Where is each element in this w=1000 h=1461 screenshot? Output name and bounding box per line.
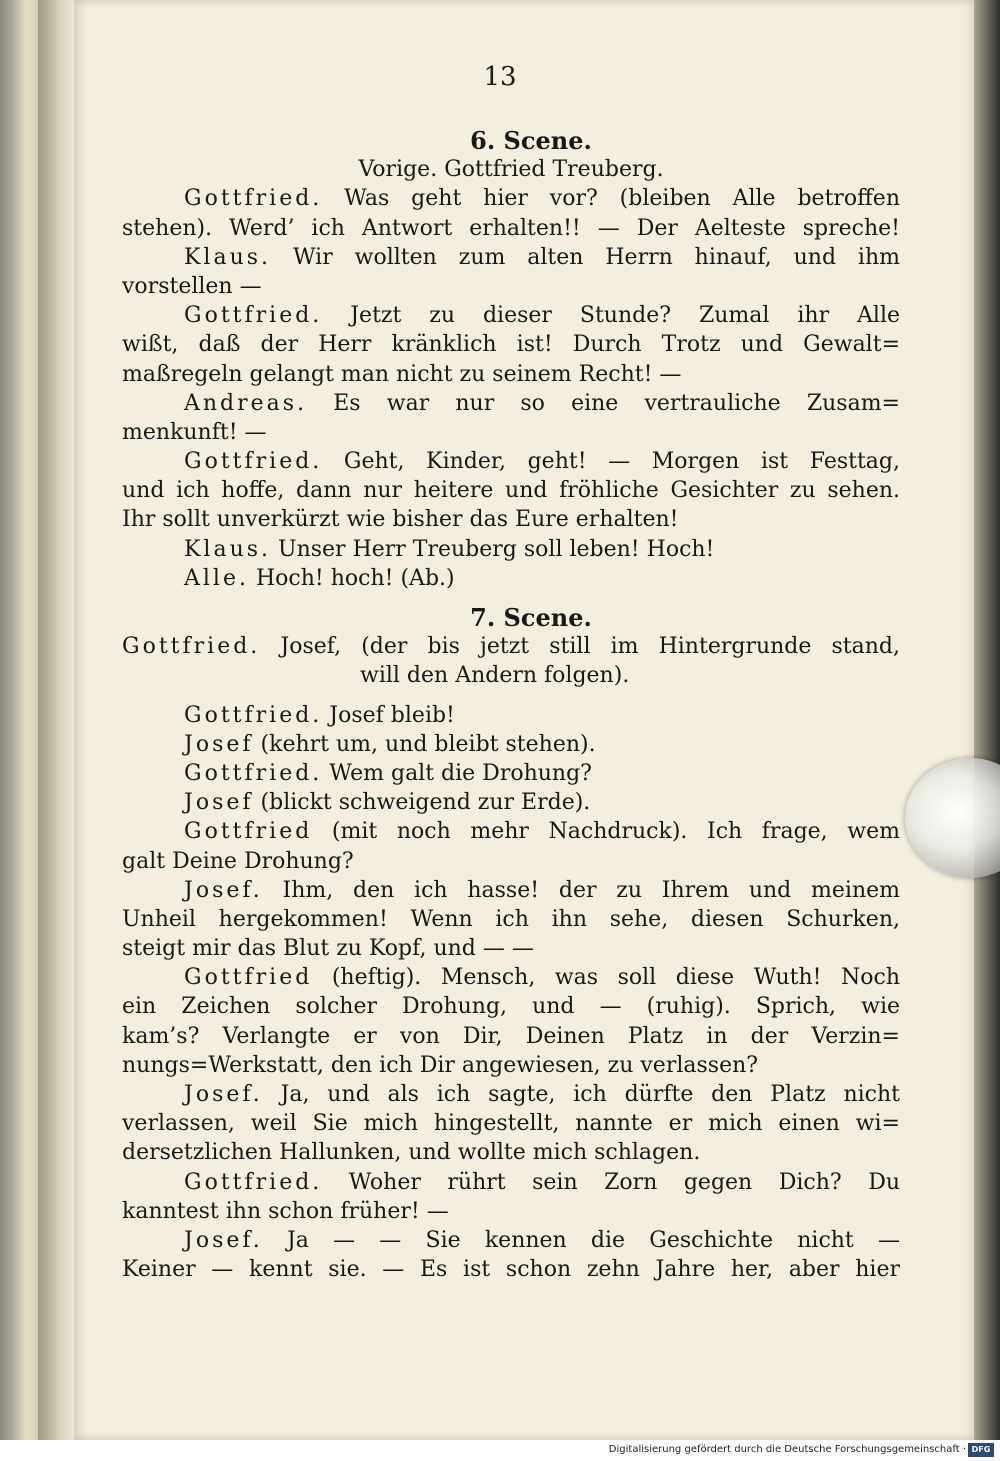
text-line [122,1022,900,1051]
line-text: nungs=Werkstatt, den ich Dir angewiesen, zu verlassen? [122,1052,759,1078]
line-text: Ihr sollt unverkürzt wie bisher das Eure erhalten! [122,507,679,533]
speaker-name: Gottfried [184,965,313,991]
speaker-name: Gottfried. [184,303,323,329]
text-line [122,817,900,846]
line-text: Unheil hergekommen! Wenn ich ihn sehe, diesen Schurken, [122,906,900,932]
speaker-name: Josef. [184,1082,263,1107]
text-line [122,992,900,1021]
speaker-name: Gottfried [184,819,313,845]
page-number: 13 [483,62,517,92]
text-line [122,963,900,992]
text-line [122,301,900,330]
line-text: vorstellen — [122,273,262,299]
text-line [122,1109,900,1138]
line-text: Ihm, den ich hasse! der zu Ihrem und meinem [262,877,900,903]
speaker-name: Josef [184,790,254,816]
text-line [122,476,900,505]
text-line [122,418,900,447]
text-line [122,1226,900,1255]
line-text: will den Andern folgen). [360,663,630,689]
speaker-name: Gottfried. [184,449,323,475]
line-text: (mit noch mehr Nachdruck). Ich frage, wem [312,819,900,845]
line-text: Was geht hier vor? (bleiben Alle betroffen [322,186,900,212]
line-text: maßregeln gelangt man nicht zu seinem Recht! — [122,361,682,387]
line-text: dersetzlichen Hallunken, und wollte mich schlagen. [122,1140,701,1166]
text-line [122,535,900,564]
text-line [122,1255,900,1284]
text-line [122,1138,900,1167]
line-text: Keiner — kennt sie. — Es ist schon zehn Jahre her, aber hier [122,1257,900,1283]
scene-6-cast: Vorige. Gottfried Treuberg. [358,157,664,183]
dfg-logo: DFG [968,1443,994,1457]
line-text: (heftig). Mensch, was soll diese Wuth! Noch [312,965,900,991]
line-text: kam’s? Verlangte er von Dir, Deinen Platz in der Verzin= [122,1023,900,1049]
line-text: Unser Herr Treuberg soll leben! Hoch! [271,536,715,562]
line-text: kanntest ihn schon früher! — [122,1198,449,1224]
line-text: verlassen, weil Sie mich hingestellt, nannte er mich einen wi= [122,1111,900,1137]
text-line [122,788,900,817]
text-line [122,360,900,389]
line-text: Josef, (der bis jetzt still im Hintergrunde stand, [260,634,900,660]
speaker-name: Josef. [184,877,263,903]
text-line [122,934,900,963]
speaker-name: Gottfried. [122,634,261,660]
scene-gap [122,691,900,701]
text-line [122,505,900,534]
text-line [122,701,900,730]
page-text [122,126,900,1284]
footer-credit: Digitalisierung gefördert durch die Deutsche Forschungsgemeinschaft · [608,1444,966,1455]
text-line [122,905,900,934]
line-text: Hoch! hoch! (Ab.) [248,565,455,591]
line-text: Ja — — Sie kennen die Geschichte nicht — [262,1227,900,1253]
text-line [122,759,900,788]
text-line [122,730,900,759]
speaker-name: Klaus. [184,244,272,270]
text-line [122,847,900,876]
digitization-footer [0,1440,1000,1461]
line-text: Wem galt die Drohung? [322,760,592,786]
text-line [122,876,900,905]
line-text: steigt mir das Blut zu Kopf, und — — [122,936,534,962]
speaker-name: Gottfried. [184,1169,323,1195]
line-text: Wir wollten zum alten Herrn hinauf, und ihm [271,244,900,270]
text-line [122,1197,900,1226]
text-line [122,214,900,243]
speaker-name: Josef. [184,1227,263,1253]
speaker-name: Gottfried. [184,760,323,786]
text-line [122,447,900,476]
text-line [122,272,900,301]
line-text: Josef bleib! [322,702,455,728]
line-text: Ja, und als ich sagte, ich dürfte den Platz nicht [262,1082,900,1107]
line-text: ein Zeichen solcher Drohung, und — (ruhig). Sprich, wie [122,994,900,1020]
book-gutter [38,0,76,1440]
text-line [122,564,900,593]
speaker-name: Josef [184,731,254,757]
line-text: menkunft! — [122,419,267,445]
speaker-name: Andreas. [184,390,308,416]
scene-7-heading: 7. Scene. [470,603,592,632]
text-line [122,1051,900,1080]
line-text: wißt, daß der Herr kränklich ist! Durch Trotz und Gewalt= [122,332,900,358]
text-line [122,1168,900,1197]
speaker-name: Alle. [184,565,249,591]
line-text: (blickt schweigend zur Erde). [253,790,591,816]
line-text: galt Deine Drohung? [122,848,354,874]
line-text: und ich hoffe, dann nur heitere und fröhliche Gesichter zu sehen. [122,478,900,504]
text-line [122,1080,900,1109]
line-text: Geht, Kinder, geht! — Morgen ist Festtag, [322,449,900,475]
speaker-name: Gottfried. [184,186,323,212]
text-line [122,330,900,359]
line-text: Jetzt zu dieser Stunde? Zumal ihr Alle [322,303,900,329]
scene-6-heading: 6. Scene. [470,126,592,155]
text-line [122,243,900,272]
text-line [122,389,900,418]
scene-gap [122,593,900,603]
stage-direction [122,661,900,690]
line-text: (kehrt um, und bleibt stehen). [253,731,596,757]
line-text: Woher rührt sein Zorn gegen Dich? Du [322,1169,900,1195]
line-text: Es war nur so eine vertrauliche Zusam= [307,390,900,416]
text-line [122,184,900,213]
line-text: stehen). Werd’ ich Antwort erhalten!! — Der Aelteste spreche! [122,215,900,241]
stage-direction [122,632,900,661]
speaker-name: Klaus. [184,536,272,562]
speaker-name: Gottfried. [184,702,323,728]
